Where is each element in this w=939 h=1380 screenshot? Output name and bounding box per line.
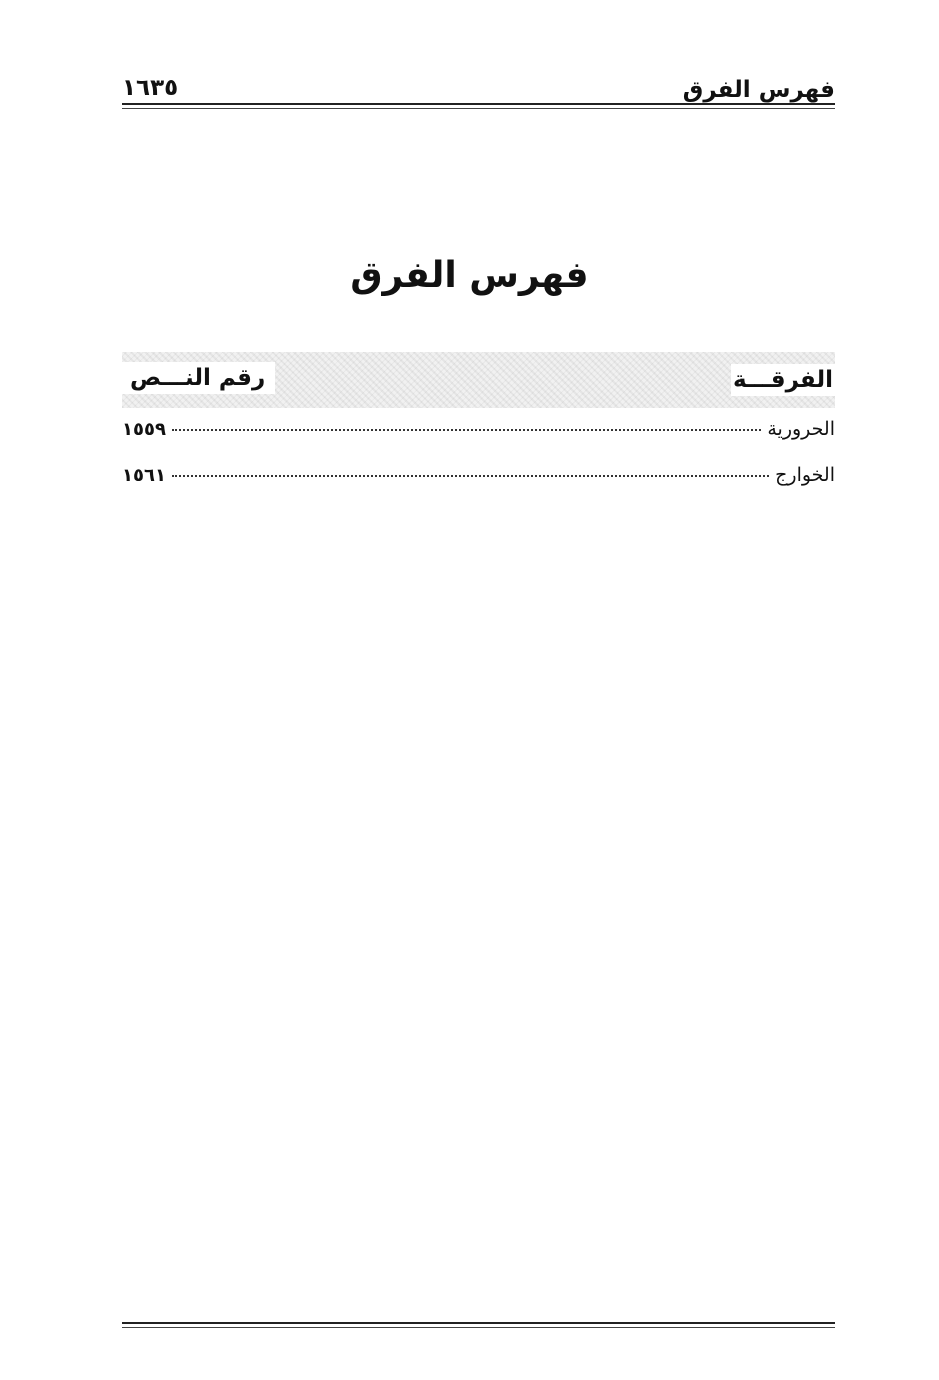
dot-leader	[172, 429, 761, 431]
dot-leader	[172, 475, 769, 477]
entry-sect-name: الحرورية	[767, 418, 835, 440]
entry-text-number: ١٥٥٩	[122, 419, 166, 440]
index-table-header	[122, 352, 835, 408]
entry-text-number: ١٥٦١	[122, 465, 166, 486]
index-entry	[122, 460, 835, 506]
running-header	[122, 72, 835, 106]
column-header-text-number: رقم النـــص	[122, 362, 275, 394]
running-header-title: فهرس الفرق	[682, 77, 835, 103]
page-title: فهرس الفرق	[350, 255, 589, 296]
footer-rule	[122, 1322, 835, 1328]
header-rule	[122, 103, 835, 109]
entry-sect-name: الخوارج	[775, 464, 835, 486]
column-header-sect: الفرقـــة	[731, 364, 835, 396]
index-entries	[122, 414, 835, 506]
index-entry	[122, 414, 835, 460]
page-number: ١٦٣٥	[122, 75, 179, 101]
